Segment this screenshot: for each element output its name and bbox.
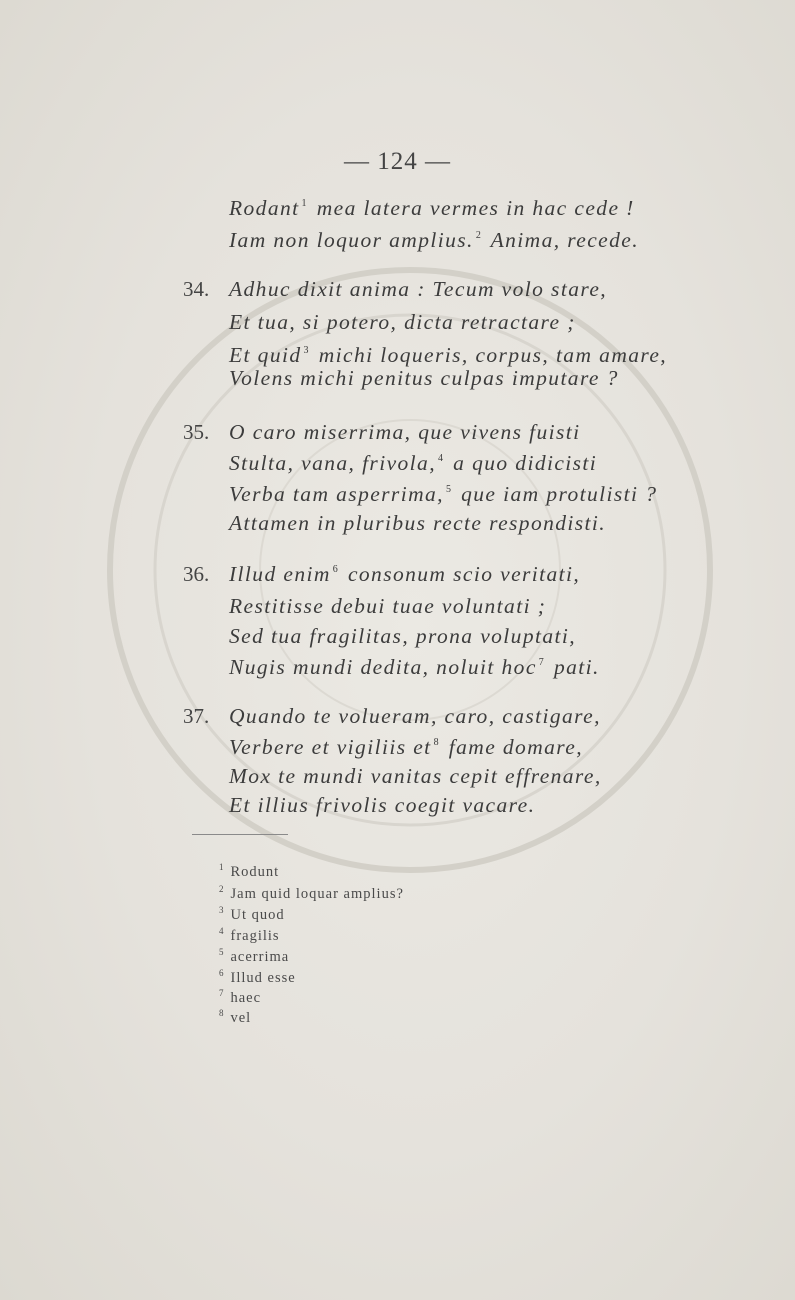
verse-line: Restitisse debui tuae voluntati ; [229,594,547,618]
footnote: $^7$ haec [219,988,262,1006]
verse-line: Adhuc dixit anima : Tecum volo stare, [229,277,608,301]
verse-line: Rodant $^1$ mea latera vermes in hac cede ! [229,196,635,220]
footnote-divider [192,834,288,835]
verse-line: Nugis mundi dedita, noluit hoc $^7$ pati. [229,655,600,679]
page-number: — 124 — [344,148,451,175]
verse-line: Et tua, si potero, dicta retractare ; [229,310,576,334]
verse-line: Mox te mundi vanitas cepit effrenare, [229,764,602,788]
verse-line: Sed tua fragilitas, prona voluptati, [229,624,577,648]
verse-line: Stulta, vana, frivola, $^4$ a quo didicisti [229,451,598,475]
verse-line: Verba tam asperrima, $^5$ que iam protulisti ? [229,482,658,506]
verse-line: Iam non loquor amplius. $^2$ Anima, recede. [229,228,639,252]
footnote: $^5$ acerrima [219,947,290,965]
verse-line: Illud enim $^6$ consonum scio veritati, [229,562,581,586]
verse-line: Attamen in pluribus recte respondisti. [229,511,607,535]
verse-line: Volens michi penitus culpas imputare ? [229,366,619,390]
stanza-number: 35. [183,420,210,444]
footnote: $^6$ Illud esse [219,968,296,986]
verse-line: Et quid $^3$ michi loqueris, corpus, tam amare, [229,343,668,367]
footnote: $^8$ vel [219,1008,252,1026]
footnote: $^3$ Ut quod [219,905,285,923]
verse-line: Et illius frivolis coegit vacare. [229,793,536,817]
stanza-number: 34. [183,277,210,301]
footnote: $^2$ Jam quid loquar amplius? [219,884,404,902]
verse-line: Quando te volueram, caro, castigare, [229,704,601,728]
stanza-number: 37. [183,704,210,728]
stanza-number: 36. [183,562,210,586]
footnote: $^4$ fragilis [219,926,280,944]
footnote: $^1$ Rodunt [219,862,280,880]
verse-line: O caro miserrima, que vivens fuisti [229,420,581,444]
verse-line: Verbere et vigiliis et $^8$ fame domare, [229,735,583,759]
